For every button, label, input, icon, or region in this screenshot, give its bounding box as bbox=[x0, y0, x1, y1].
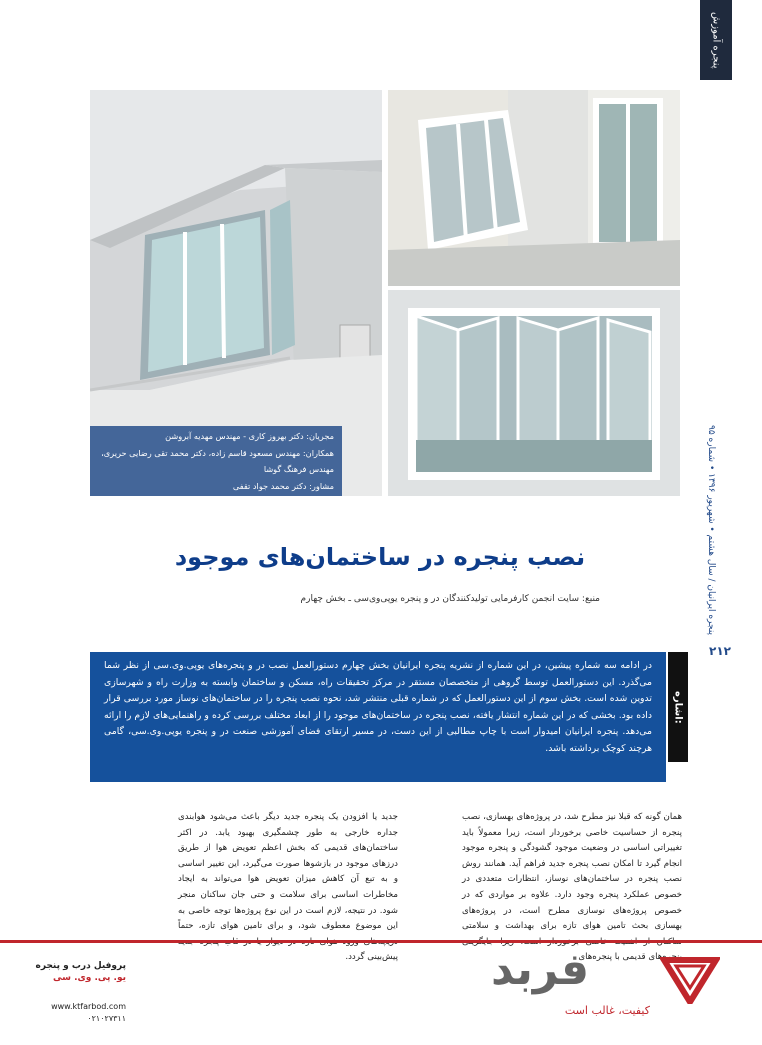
page-number: ۲۱۲ bbox=[709, 644, 731, 658]
credits-box bbox=[90, 426, 342, 496]
balcony-illustration bbox=[388, 90, 680, 286]
farbod-logo-icon bbox=[660, 952, 720, 1004]
product-line-1: پروفیل درب و پنجره bbox=[35, 961, 126, 971]
article-title: نصب پنجره در ساختمان‌های موجود bbox=[174, 543, 586, 571]
intro-label: اشاره: bbox=[668, 652, 688, 762]
section-tab-label: پنجره آموزش bbox=[710, 11, 722, 69]
intro-text: در ادامه سه شماره پیشین، در این شماره از نشریه پنجره ایرانیان بخش چهارم دستورالعمل نصب در و پنجره‌های یوپی.وی.سی از نظر شما می‌گذرد. این دستورالعمل توسط گروهی از متخصصان مستقر در مرکز تحقیقات راه، مسکن و ساختمان وابسته به وزارت راه و شهرسازی تدوین شده است. بخش سوم از این دستورالعمل که در شماره قبلی منتشر شد، نحوه نصب پنجره را در ساختمان‌های نوساز مورد بررسی قرار داده بود. بخشی که در این شماره انتشار یافته، نصب پنجره در ساختمان‌های موجود را از ابعاد مختلف بررسی کرده و راهنمایی‌های لازم را ارائه می‌دهد. پنجره ایرانیان امیدوار است با چاپ مطالبی از این دست، در مسیر ارتقای فضای آموزشی صنعت در و پنجره یوپی.وی.سی، گامی هرچند کوچک برداشته باشد. bbox=[104, 660, 652, 754]
folding-windows-illustration bbox=[388, 290, 680, 496]
phone-number: ۰۲۱۰۲۷۳۱۱ bbox=[87, 1014, 126, 1023]
credits-collaborators-cont: مهندس فرهنگ گوشا bbox=[263, 464, 334, 474]
credits-advisor: مشاور: دکتر محمد جواد تقفی bbox=[232, 480, 334, 491]
brand-slogan: کیفیت، غالب است bbox=[564, 1004, 650, 1017]
photo-balcony-windows bbox=[388, 90, 680, 286]
body-column-right: همان گونه که قبلا نیز مطرح شد، در پروژه‌های بهسازی، نصب پنجره از حساسیت خاصی برخوردار است، زیرا معمولاً باید تغییراتی اساسی در وضعیت موجود گشودگی و پنجره موجود انجام گیرد تا امکان نصب پنجره جدید فراهم آید. همانند روش نصب پنجره در ساختمان‌های نوساز، انتظارات متعددی در خصوص عملکرد پنجره وجود دارد. علاوه بر مواردی که در خصوص پروژه‌های نوسازی مطرح است، در پروژه‌های بهسازی بحث تامین هوای تازه برای بهداشت و سلامتی پنجره‌های قدیمی با پنجره‌های bbox=[462, 812, 682, 963]
body-column-left: جدید یا افزودن یک پنجره جدید دیگر باعث می‌شود هوابندی جداره خارجی به طور چشمگیری بهبود یابد. در اکثر ساختمان‌های قدیمی که بخش اعظم تعویض هوا از طریق درزهای موجود در بازشوها صورت می‌گیرد، این تغییر اساسی و به تبع آن کاهش میزان تعویض هوا می‌تواند به ایجاد مخاطرات اساسی برای سلامت و حتی جان ساکنان منجر شود. در نتیجه، لازم است در این نوع پروژه‌ها توجه خاصی به این موضوع معطوف شود، و برای تامین هوای تازه، حتماً پیش‌بینی گردد. bbox=[178, 812, 398, 963]
intro-box bbox=[90, 652, 666, 782]
credits-collaborators: همکاران: مهندس مسعود قاسم زاده، دکتر محمد تقی رضایی حریری، bbox=[101, 447, 334, 458]
footer-divider bbox=[0, 940, 762, 943]
website-link[interactable]: www.ktfarbod.com bbox=[51, 1002, 126, 1011]
article-source: منبع: سایت انجمن کارفرمایی تولیدکنندگان در و پنجره یوپی‌وی‌سی ـ بخش چهارم bbox=[300, 594, 600, 604]
photo-folding-windows bbox=[388, 290, 680, 496]
credits-executors: مجریان: دکتر بهروز کاری - مهندس مهدیه آبروشن bbox=[165, 431, 334, 441]
section-tab bbox=[700, 0, 732, 80]
product-line-2: یو. پی. وی. سی bbox=[53, 973, 126, 983]
magazine-issue-info: پنجره ایرانیان / سال هشتم • شهریور ۱۳۹۶ • شماره ۹۵ bbox=[706, 424, 716, 636]
brand-logo-text: فربد bbox=[490, 944, 590, 995]
